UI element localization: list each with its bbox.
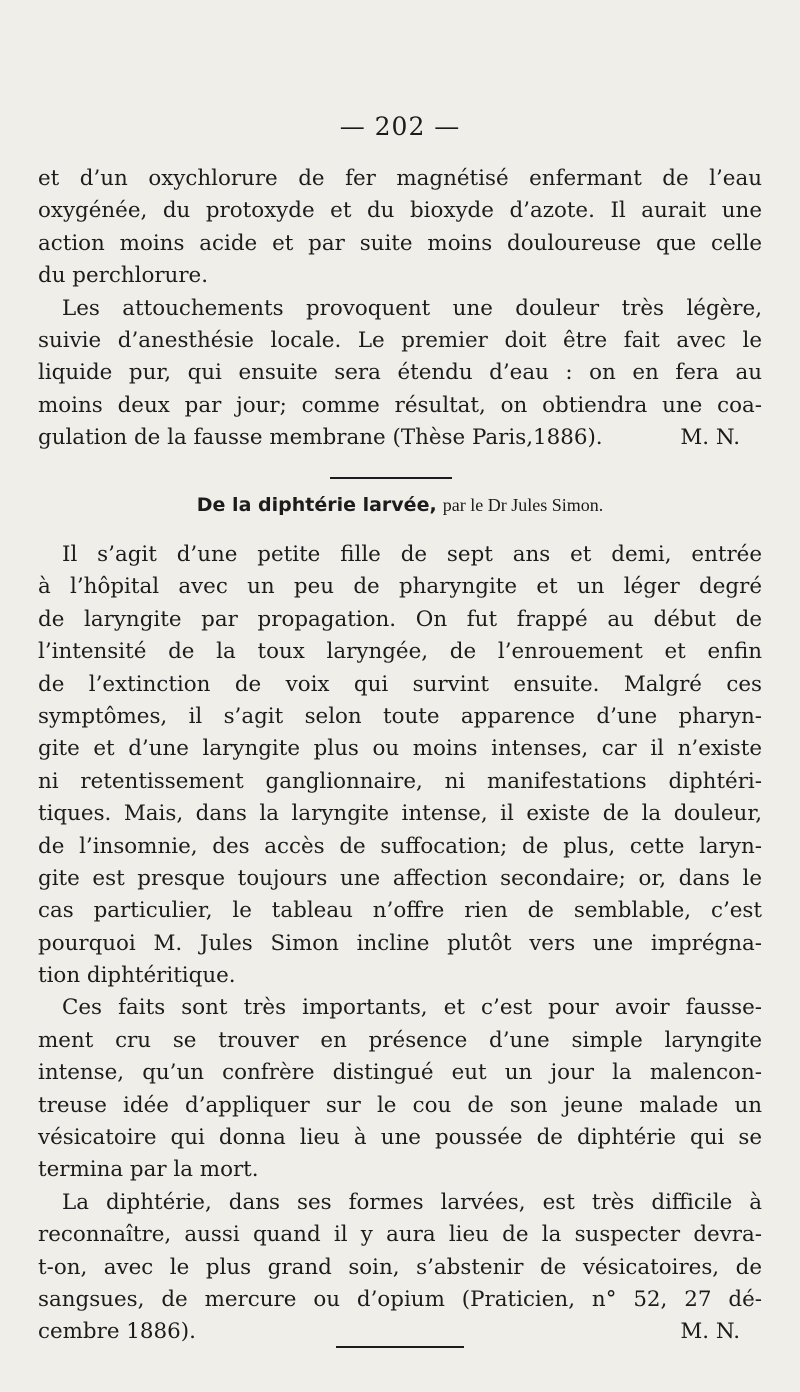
text-line: Les attouchements provoquent une douleur très légère, xyxy=(62,295,762,321)
article-author: par le Dr Jules Simon. xyxy=(442,495,604,515)
author-signature: M. N. xyxy=(680,1319,740,1345)
text-line: t-on, avec le plus grand soin, s’abstenir de vésicatoires, de xyxy=(38,1254,762,1280)
text-line: de laryngite par propagation. On fut frappé au début de xyxy=(38,606,762,632)
text-line: Il s’agit d’une petite fille de sept ans et demi, entrée xyxy=(62,542,762,567)
text-line-content: cembre 1886). xyxy=(38,1319,196,1345)
section-divider xyxy=(336,1346,464,1348)
text-line: tion diphtéritique. xyxy=(38,963,236,989)
section-divider xyxy=(330,477,452,479)
text-line: l’intensité de la toux laryngée, de l’enrouement et enfin xyxy=(38,639,762,665)
page-number: — 202 — xyxy=(339,112,461,141)
text-line: liquide pur, qui ensuite sera étendu d’eau : on en fera au xyxy=(38,360,762,386)
text-line: La diphtérie, dans ses formes larvées, est très difficile à xyxy=(62,1189,762,1215)
text-line: tiques. Mais, dans la laryngite intense, il existe de la douleur, xyxy=(38,801,762,827)
text-line: vésicatoire qui donna lieu à une poussée de diphtérie qui se xyxy=(38,1125,762,1151)
article-title: De la diphtérie larvée, xyxy=(196,494,437,516)
article-body xyxy=(38,539,762,1349)
text-line: oxygénée, du protoxyde et du bioxyde d’azote. Il aurait une xyxy=(38,198,762,224)
text-line: suivie d’anesthésie locale. Le premier doit être fait avec le xyxy=(38,327,762,353)
text-line: reconnaître, aussi quand il y aura lieu de la suspecter devra- xyxy=(38,1222,762,1248)
text-line: treuse idée d’appliquer sur le cou de son jeune malade un xyxy=(38,1092,762,1118)
text-line: cas particulier, le tableau n’offre rien de semblable, c’est xyxy=(38,898,762,924)
text-line: Ces faits sont très importants, et c’est pour avoir fausse- xyxy=(62,995,762,1021)
text-line: ment cru se trouver en présence d’une simple laryngite xyxy=(38,1027,762,1053)
text-line xyxy=(38,1316,762,1348)
text-line-content: gulation de la fausse membrane (Thèse Paris,1886). xyxy=(38,425,603,451)
text-line: ni retentissement ganglionnaire, ni manifestations diphtéri- xyxy=(38,768,762,794)
article-continuation xyxy=(38,163,762,455)
text-line: à l’hôpital avec un peu de pharyngite et un léger degré xyxy=(38,574,762,600)
text-line: action moins acide et par suite moins douloureuse que celle xyxy=(38,230,762,256)
text-line: du perchlorure. xyxy=(38,263,209,289)
author-signature: M. N. xyxy=(680,425,740,451)
text-line: de l’extinction de voix qui survint ensuite. Malgré ces xyxy=(38,671,762,697)
text-line: symptômes, il s’agit selon toute apparence d’une pharyn- xyxy=(38,703,762,729)
article-heading xyxy=(0,494,800,516)
text-line: gite est presque toujours une affection secondaire; or, dans le xyxy=(38,865,762,891)
text-line: et d’un oxychlorure de fer magnétisé enfermant de l’eau xyxy=(38,166,762,191)
text-line: moins deux par jour; comme résultat, on obtiendra une coa- xyxy=(38,392,762,418)
text-line: intense, qu’un confrère distingué eut un jour la malencon- xyxy=(38,1060,762,1086)
text-line: de l’insomnie, des accès de suffocation; de plus, cette laryn- xyxy=(38,833,762,859)
text-line xyxy=(38,422,762,454)
text-line: termina par la mort. xyxy=(38,1157,259,1183)
text-line: sangsues, de mercure ou d’opium (Praticien, n° 52, 27 dé- xyxy=(38,1286,762,1312)
text-line: pourquoi M. Jules Simon incline plutôt vers une imprégna- xyxy=(38,930,762,956)
text-line: gite et d’une laryngite plus ou moins intenses, car il n’existe xyxy=(38,736,762,762)
